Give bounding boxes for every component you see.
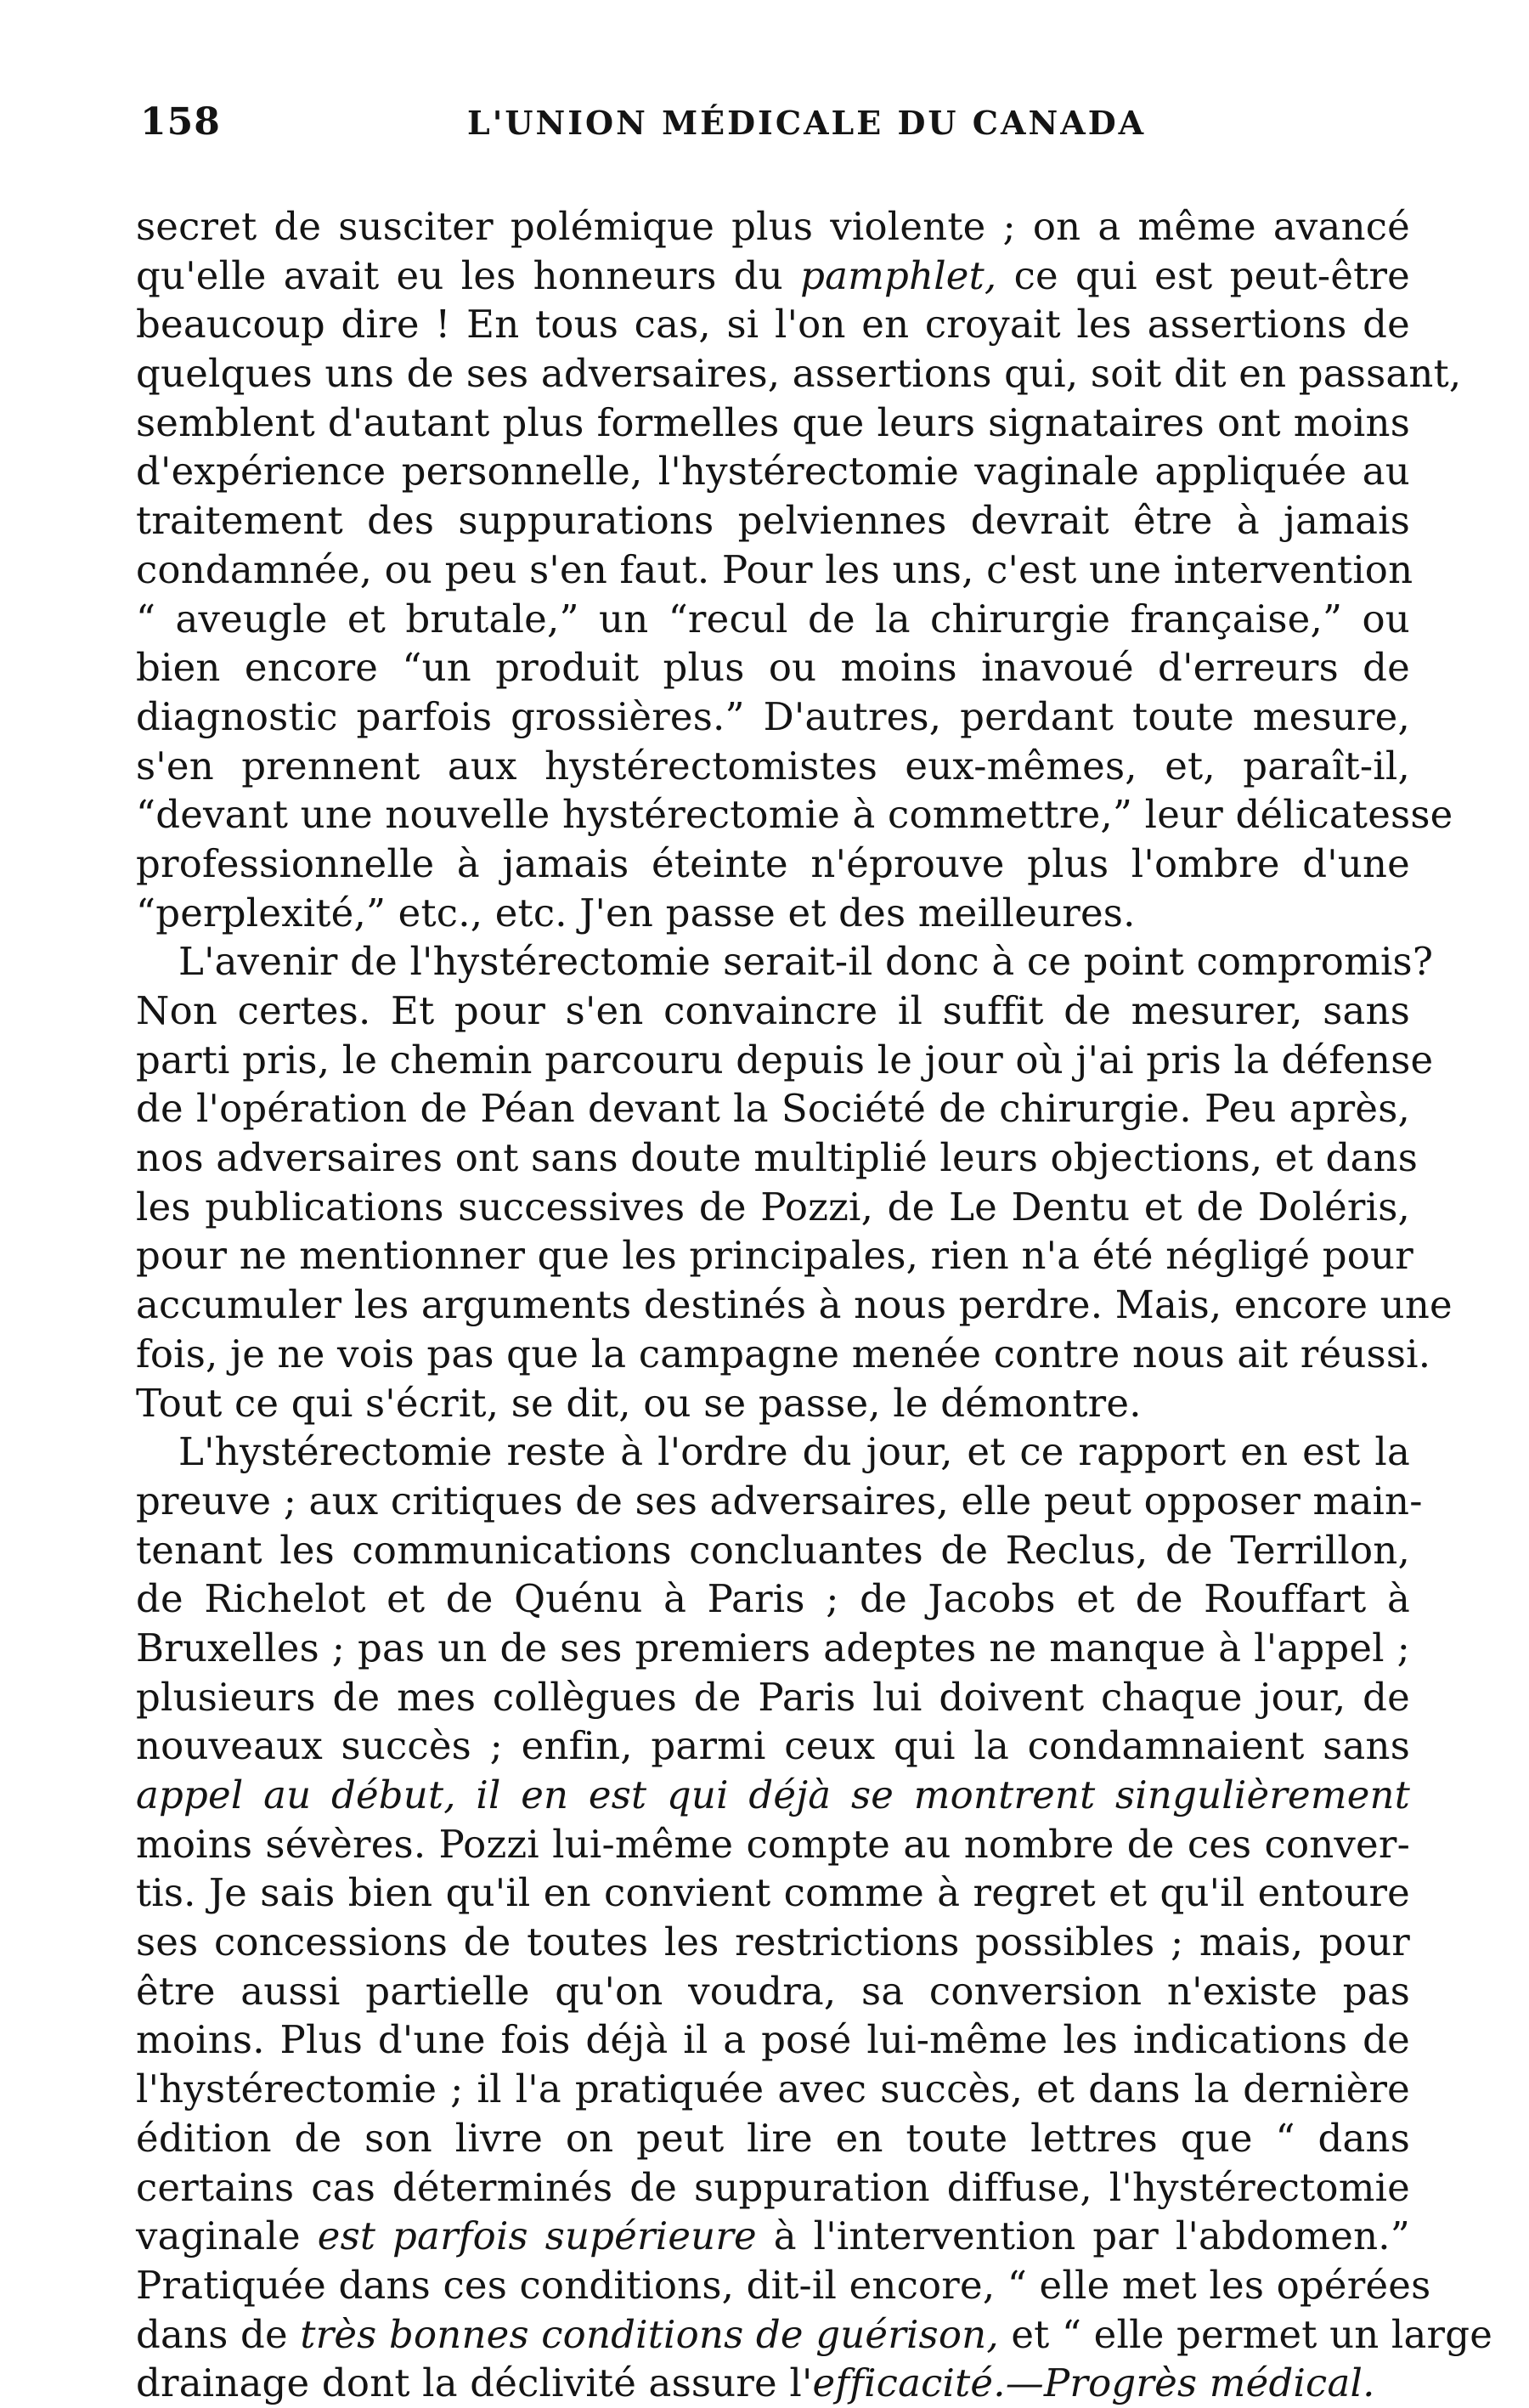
page-header bbox=[140, 100, 1406, 151]
text-line bbox=[136, 2114, 1410, 2163]
text-segment: “perplexité,” etc., etc. J'en passe et des meilleures. bbox=[136, 890, 1136, 936]
text-line bbox=[136, 1280, 1453, 1330]
text-line bbox=[136, 2261, 1431, 2310]
text-line bbox=[136, 1771, 1410, 1820]
text-segment: ce qui est peut-être bbox=[996, 252, 1410, 298]
text-line bbox=[136, 1084, 1410, 1133]
text-line bbox=[136, 349, 1462, 399]
text-segment: L'hystérectomie reste à l'ordre du jour, et ce rapport en est la bbox=[178, 1429, 1410, 1475]
text-line bbox=[136, 2163, 1410, 2213]
text-line bbox=[136, 1721, 1410, 1771]
text-segment: drainage dont la déclivité assure l' bbox=[136, 2360, 813, 2406]
text-segment: L'avenir de l'hystérectomie serait-il donc à ce point compromis? bbox=[178, 939, 1434, 985]
running-title: L'UNION MÉDICALE DU CANADA bbox=[467, 104, 1147, 142]
text-segment: quelques uns de ses adversaires, assertions qui, soit dit en passant, bbox=[136, 351, 1462, 397]
text-line bbox=[136, 447, 1410, 496]
text-segment: nouveaux succès ; enfin, parmi ceux qui la condamnaient sans bbox=[136, 1723, 1410, 1769]
text-line bbox=[136, 1379, 1410, 1428]
text-line bbox=[136, 1183, 1410, 1232]
body-text bbox=[136, 202, 1493, 2408]
text-segment: Non certes. Et pour s'en convaincre il suffit de mesurer, sans bbox=[136, 988, 1410, 1033]
italic-text-segment: efficacité.—Progrès médical. bbox=[812, 2360, 1375, 2406]
text-segment: parti pris, le chemin parcouru depuis le jour où j'ai pris la défense bbox=[136, 1037, 1434, 1082]
text-segment: “devant une nouvelle hystérectomie à commettre,” leur délicatesse bbox=[136, 792, 1453, 838]
text-line bbox=[136, 1036, 1434, 1085]
text-segment: fois, je ne vois pas que la campagne menée contre nous ait réussi. bbox=[136, 1331, 1431, 1376]
text-segment: pour ne mentionner que les principales, rien n'a été négligé pour bbox=[136, 1233, 1413, 1279]
italic-text-segment: pamphlet, bbox=[800, 252, 997, 298]
text-segment: certains cas déterminés de suppuration diffuse, l'hystérectomie bbox=[136, 2164, 1410, 2210]
text-segment: être aussi partielle qu'on voudra, sa conversion n'existe pas bbox=[136, 1968, 1410, 2014]
text-line bbox=[136, 1133, 1419, 1183]
text-segment: preuve ; aux critiques de ses adversaires, elle peut opposer main- bbox=[136, 1478, 1423, 1523]
text-line bbox=[136, 1526, 1410, 1575]
text-line bbox=[136, 1673, 1410, 1722]
text-line bbox=[136, 545, 1413, 595]
text-segment: diagnostic parfois grossières.” D'autres, perdant toute mesure, bbox=[136, 693, 1410, 739]
text-segment: semblent d'autant plus formelles que leurs signataires ont moins bbox=[136, 399, 1410, 445]
text-segment: moins. Plus d'une fois déjà il a posé lui-même les indications de bbox=[136, 2017, 1410, 2063]
text-line bbox=[136, 937, 1434, 986]
text-line bbox=[136, 643, 1410, 692]
text-line bbox=[136, 1427, 1410, 1477]
text-line bbox=[136, 1574, 1410, 1624]
text-segment: moins sévères. Pozzi lui-même compte au nombre de ces conver- bbox=[136, 1821, 1410, 1867]
text-segment: les publications successives de Pozzi, de Le Dentu et de Doléris, bbox=[136, 1184, 1410, 1229]
text-segment: accumuler les arguments destinés à nous perdre. Mais, encore une bbox=[136, 1282, 1453, 1328]
text-line bbox=[136, 986, 1410, 1036]
text-segment: Bruxelles ; pas un de ses premiers adeptes ne manque à l'appel ; bbox=[136, 1625, 1410, 1670]
text-line bbox=[136, 1868, 1410, 1918]
text-segment: condamnée, ou peu s'en faut. Pour les uns, c'est une intervention bbox=[136, 546, 1413, 592]
text-line bbox=[136, 399, 1410, 448]
text-line bbox=[136, 2065, 1410, 2114]
text-segment: à l'intervention par l'abdomen.” bbox=[756, 2213, 1410, 2259]
text-segment: dans de bbox=[136, 2311, 301, 2357]
text-segment: tenant les communications concluantes de Reclus, de Terrillon, bbox=[136, 1527, 1410, 1573]
text-line bbox=[136, 1918, 1410, 1967]
text-line bbox=[136, 1967, 1410, 2016]
text-segment: plusieurs de mes collègues de Paris lui doivent chaque jour, de bbox=[136, 1674, 1410, 1720]
text-segment: Tout ce qui s'écrit, se dit, ou se passe, le démontre. bbox=[136, 1380, 1142, 1426]
text-segment: professionnelle à jamais éteinte n'éprouve plus l'ombre d'une bbox=[136, 840, 1410, 886]
text-segment: s'en prennent aux hystérectomistes eux-mêmes, et, paraît-il, bbox=[136, 743, 1410, 789]
text-line bbox=[136, 742, 1410, 791]
text-line bbox=[136, 1330, 1431, 1379]
text-line bbox=[136, 889, 1410, 938]
text-line bbox=[136, 595, 1410, 644]
text-segment: beaucoup dire ! En tous cas, si l'on en croyait les assertions de bbox=[136, 302, 1410, 348]
italic-text-segment: appel au début, il en est qui déjà se montrent singulièrement bbox=[136, 1772, 1410, 1817]
text-segment: traitement des suppurations pelviennes devrait être à jamais bbox=[136, 498, 1410, 544]
text-segment: tis. Je sais bien qu'il en convient comme à regret et qu'il entoure bbox=[136, 1870, 1410, 1916]
text-segment: nos adversaires ont sans doute multiplié leurs objections, et dans bbox=[136, 1135, 1419, 1181]
text-line bbox=[136, 1624, 1410, 1673]
text-line bbox=[136, 252, 1410, 301]
text-segment: l'hystérectomie ; il l'a pratiquée avec succès, et dans la dernière bbox=[136, 2066, 1410, 2112]
text-line bbox=[136, 1820, 1410, 1869]
text-segment: secret de susciter polémique plus violente ; on a même avancé bbox=[136, 204, 1410, 249]
text-line bbox=[136, 202, 1410, 252]
text-segment: de l'opération de Péan devant la Société de chirurgie. Peu après, bbox=[136, 1086, 1410, 1132]
text-line bbox=[136, 692, 1410, 742]
text-line bbox=[136, 2310, 1493, 2360]
text-line bbox=[136, 790, 1453, 839]
text-segment: qu'elle avait eu les honneurs du bbox=[136, 252, 801, 298]
text-line bbox=[136, 2015, 1410, 2065]
italic-text-segment: très bonnes conditions de guérison, bbox=[300, 2311, 999, 2357]
text-segment: de Richelot et de Quénu à Paris ; de Jacobs et de Rouffart à bbox=[136, 1576, 1410, 1622]
italic-text-segment: est parfois supérieure bbox=[317, 2213, 757, 2259]
text-line bbox=[136, 2359, 1410, 2408]
text-line bbox=[136, 300, 1410, 349]
page-number: 158 bbox=[140, 100, 221, 144]
text-segment: bien encore “un produit plus ou moins inavoué d'erreurs de bbox=[136, 645, 1410, 691]
text-line bbox=[136, 2212, 1410, 2261]
text-line bbox=[136, 1231, 1413, 1280]
text-segment: “ aveugle et brutale,” un “recul de la chirurgie française,” ou bbox=[136, 596, 1410, 642]
text-segment: et “ elle permet un large bbox=[998, 2311, 1493, 2357]
text-line bbox=[136, 496, 1410, 545]
text-line bbox=[136, 839, 1410, 889]
text-segment: vaginale bbox=[136, 2213, 318, 2259]
text-segment: ses concessions de toutes les restrictions possibles ; mais, pour bbox=[136, 1919, 1410, 1965]
text-segment: Pratiquée dans ces conditions, dit-il encore, “ elle met les opérées bbox=[136, 2262, 1431, 2308]
text-segment: édition de son livre on peut lire en toute lettres que “ dans bbox=[136, 2115, 1410, 2161]
text-line bbox=[136, 1477, 1423, 1526]
text-segment: d'expérience personnelle, l'hystérectomie vaginale appliquée au bbox=[136, 449, 1410, 495]
